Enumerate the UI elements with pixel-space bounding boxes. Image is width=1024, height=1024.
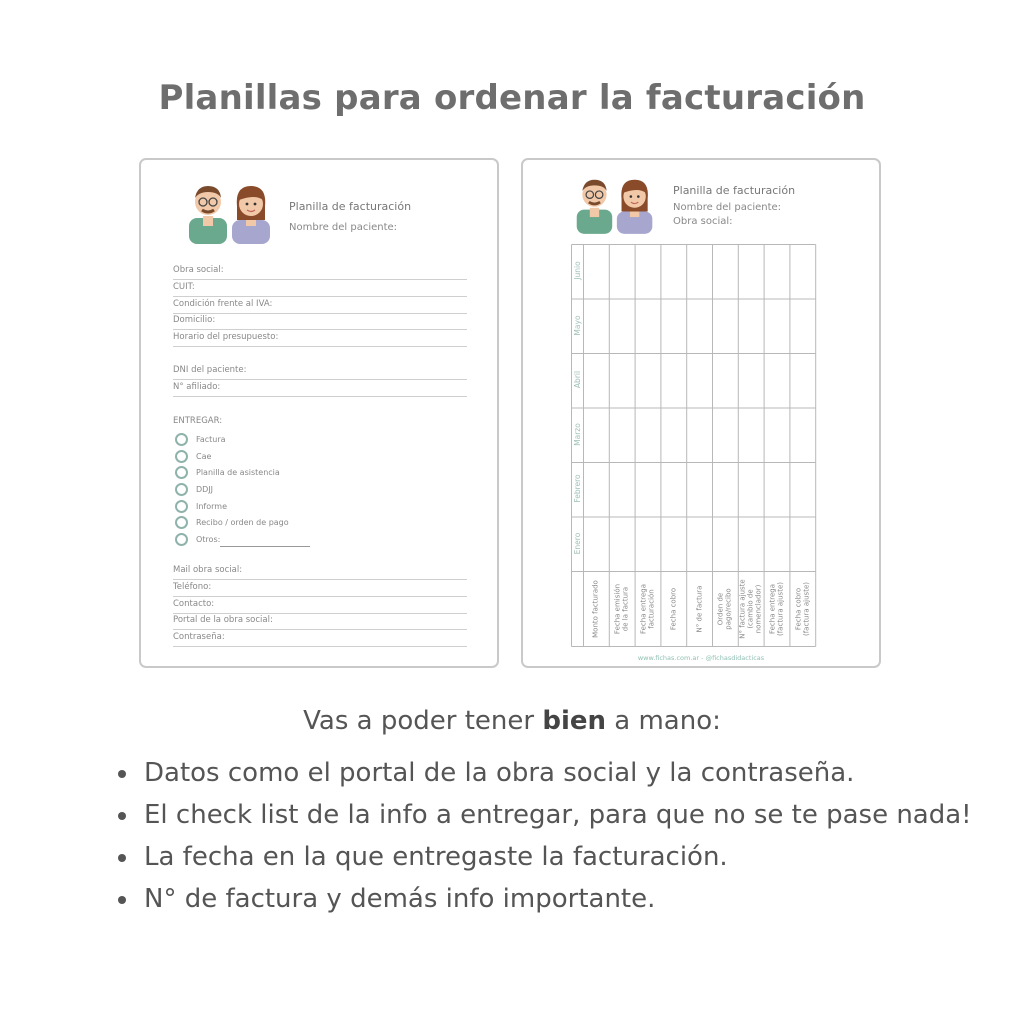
patient-name-label: Nombre del paciente:	[289, 222, 398, 233]
doctors-illustration	[185, 180, 275, 244]
billing-sheet-left	[139, 158, 499, 668]
field-cuit: CUIT:	[173, 281, 467, 297]
checklist-item: Informe	[175, 500, 227, 514]
month-label: Marzo	[572, 422, 582, 446]
checklist-item: DDJJ	[175, 483, 213, 497]
doctors-illustration	[573, 174, 657, 234]
billing-sheet-right	[521, 158, 881, 668]
list-item: La fecha en la que entregaste la facturación.	[112, 836, 972, 878]
column-header: Monto facturado	[591, 579, 600, 638]
month-label: Mayo	[572, 315, 582, 336]
field-contrasena: Contraseña:	[173, 631, 467, 647]
month-label: Enero	[572, 532, 582, 555]
field-domicilio: Domicilio:	[173, 314, 467, 330]
field-portal: Portal de la obra social:	[173, 614, 467, 630]
field-afiliado: N° afiliado:	[173, 381, 467, 397]
list-item: Datos como el portal de la obra social y la contraseña.	[112, 752, 972, 794]
list-item: N° de factura y demás info importante.	[112, 878, 972, 920]
deliver-label: ENTREGAR:	[173, 416, 223, 426]
checkbox-circle-icon	[175, 500, 188, 513]
month-label: Febrero	[572, 474, 582, 503]
checklist-item: Planilla de asistencia	[175, 466, 280, 480]
page-title: Planillas para ordenar la facturación	[158, 78, 866, 118]
subtitle-emphasis: bien	[542, 706, 606, 736]
column-header: Fecha cobro (factura ajuste)	[794, 581, 811, 636]
checkbox-circle-icon	[175, 433, 188, 446]
column-header: Orden de pago/recibo	[716, 587, 733, 630]
checkbox-circle-icon	[175, 516, 188, 529]
sheet-heading: Planilla de facturación	[673, 184, 796, 197]
field-horario: Horario del presupuesto:	[173, 331, 467, 347]
field-contacto: Contacto:	[173, 598, 467, 614]
column-header: Fecha cobro	[669, 587, 678, 630]
checkbox-circle-icon	[175, 533, 188, 546]
feature-list	[112, 752, 972, 920]
otros-blank-line	[220, 537, 310, 547]
list-item: El check list de la info a entregar, para que no se te pase nada!	[112, 794, 972, 836]
column-header: Fecha emisión de la factura	[613, 583, 630, 634]
sheet-heading: Planilla de facturación	[289, 200, 412, 213]
insurance-label: Obra social:	[673, 216, 733, 227]
checkbox-circle-icon	[175, 483, 188, 496]
field-mail: Mail obra social:	[173, 564, 467, 580]
footer-website: www.fichas.com.ar - @fichasdidacticas	[637, 654, 765, 662]
column-header: Fecha entrega facturación	[639, 583, 656, 634]
checklist-item: Recibo / orden de pago	[175, 516, 289, 530]
month-label: Abril	[572, 371, 582, 389]
column-header: N° de factura	[695, 585, 704, 632]
field-telefono: Teléfono:	[173, 581, 467, 597]
patient-name-label: Nombre del paciente:	[673, 202, 782, 213]
column-header: Fecha entrega (factura ajuste)	[768, 581, 785, 636]
checklist-item: Cae	[175, 450, 211, 464]
subtitle: Vas a poder tener bien a mano:	[303, 706, 721, 736]
field-dni: DNI del paciente:	[173, 364, 467, 380]
checkbox-circle-icon	[175, 450, 188, 463]
field-obra-social: Obra social:	[173, 264, 467, 280]
column-header: N° factura ajuste (cambio de nomenclador)	[738, 578, 763, 639]
checkbox-circle-icon	[175, 466, 188, 479]
checklist-item: Factura	[175, 433, 226, 447]
month-label: Junio	[572, 261, 582, 280]
checklist-item: Otros:	[175, 533, 310, 547]
field-iva: Condición frente al IVA:	[173, 298, 467, 314]
